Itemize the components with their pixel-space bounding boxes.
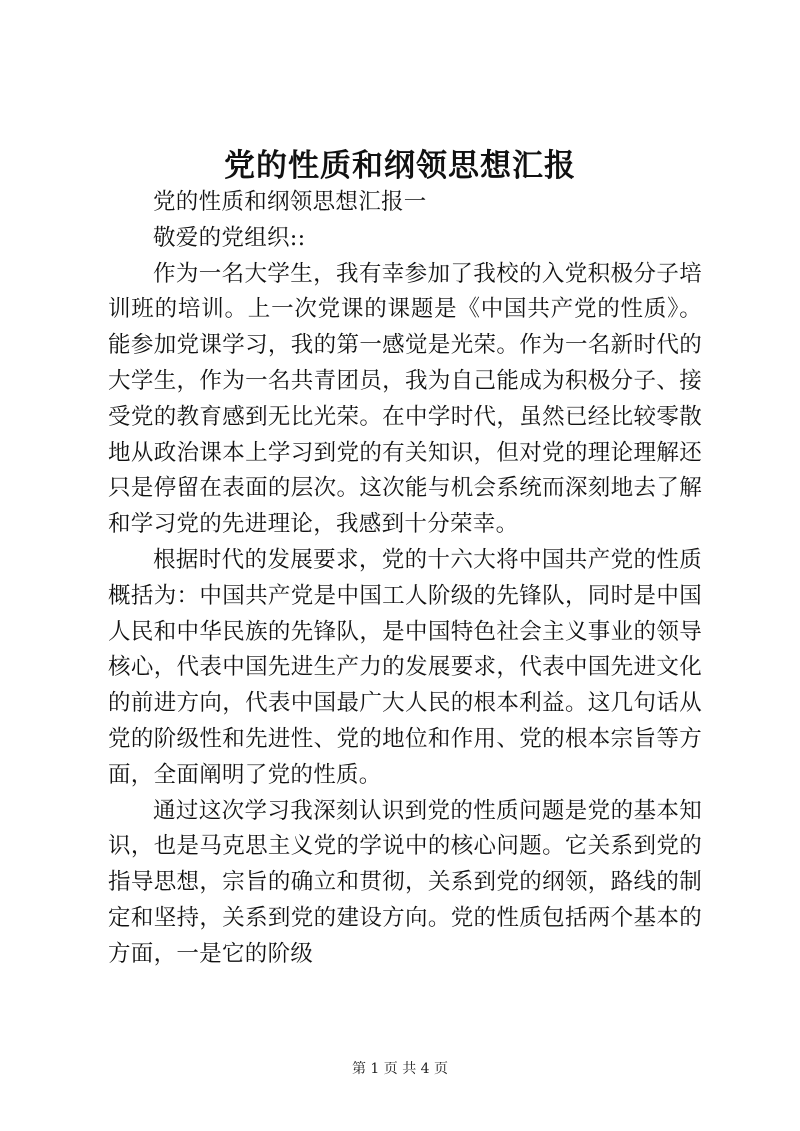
paragraph: 根据时代的发展要求，党的十六大将中国共产党的性质概括为：中国共产党是中国工人阶级的先锋队，同时是中国人民和中华民族的先锋队，是中国特色社会主义事业的领导核心，代表中国先进生产力的发展要求，代表中国先进文化的前进方向，代表中国最广大人民的根本利益。这几句话从党的阶级性和先进性、党的地位和作用、党的根本宗旨等方面，全面阐明了党的性质。	[108, 546, 702, 788]
paragraph: 敬爱的党组织::	[153, 224, 306, 251]
paragraph: 党的性质和纲领思想汇报一	[153, 189, 427, 215]
document-body	[108, 185, 702, 973]
paragraph: 通过这次学习我深刻认识到党的性质问题是党的基本知识，也是马克思主义党的学说中的核心问题。它关系到党的指导思想，宗旨的确立和贯彻，关系到党的纲领，路线的制定和坚持，关系到党的建设方向。党的性质包括两个基本的方面，一是它的阶级	[108, 797, 702, 967]
paragraph: 作为一名大学生，我有幸参加了我校的入党积极分子培训班的培训。上一次党课的课题是《中国共产党的性质》。能参加党课学习，我的第一感觉是光荣。作为一名新时代的大学生，作为一名共青团员，我为自己能成为积极分子、接受党的教育感到无比光荣。在中学时代，虽然已经比较零散地从政治课本上学习到党的有关知识，但对党的理论理解还只是停留在表面的层次。这次能与机会系统而深刻地去了解和学习党的先进理论，我感到十分荣幸。	[108, 260, 702, 538]
document-title: 党的性质和纲领思想汇报	[224, 148, 576, 184]
page-number-footer: 第 1 页 共 4 页	[351, 1061, 449, 1077]
